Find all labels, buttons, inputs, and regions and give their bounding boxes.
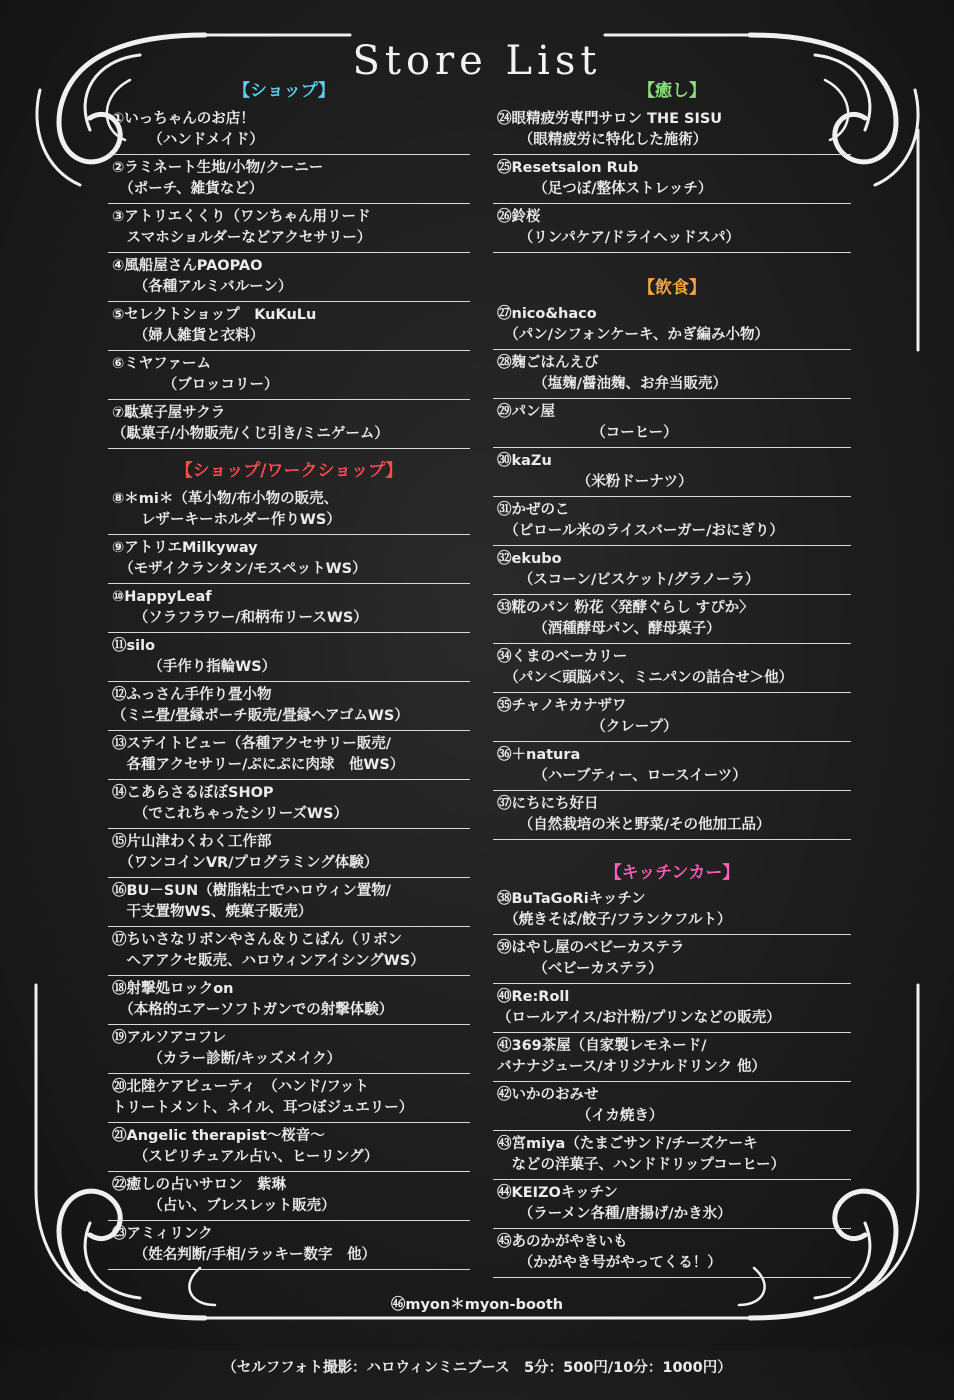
store-item-name: ㊶369茶屋（自家製レモネード/	[497, 1038, 707, 1054]
store-item-detail: （クレープ）	[497, 719, 678, 735]
store-item-name: ⑤セレクトショップ KuKuLu	[112, 307, 317, 323]
store-item-name: ⑯BU－SUN（樹脂粘土でハロウィン置物/	[112, 883, 392, 899]
store-item-name: ㊱＋natura	[497, 747, 581, 763]
store-item-name: ⑧＊mi＊（革小物/布小物の販売、	[112, 491, 339, 507]
page-title: Store List	[352, 38, 602, 84]
store-item-detail: （リンパケア/ドライヘッドスパ）	[497, 230, 740, 246]
store-item	[108, 780, 470, 829]
store-item-detail: （ラーメン各種/唐揚げ/かき氷）	[497, 1206, 732, 1222]
store-item-name: ㉓アミィリンク	[112, 1226, 213, 1242]
store-item-detail: （各種アルミバルーン）	[112, 279, 293, 295]
store-item-detail: （駄菓子/小物販売/くじ引き/ミニゲーム）	[112, 426, 389, 442]
store-item-name: ㊻myon＊myon-booth	[390, 1297, 564, 1313]
store-item-detail: （ベビーカステラ）	[497, 961, 663, 977]
store-item	[108, 682, 470, 731]
healing-list	[493, 106, 851, 253]
store-item-detail: （コーヒー）	[497, 425, 678, 441]
shop-workshop-list	[108, 486, 470, 1270]
store-item-name: ⑳北陸ケアビューティ （ハンド/フット	[112, 1079, 369, 1095]
store-item-name: ㉜ekubo	[497, 551, 562, 567]
store-item-name: ⑭こあらさるぼぼSHOP	[112, 785, 274, 801]
store-item	[108, 486, 470, 535]
store-item-detail: ヘアアクセ販売、ハロウィンアイシングWS）	[112, 953, 425, 969]
store-item	[108, 927, 470, 976]
store-item-name: ⑫ふっさん手作り畳小物	[112, 687, 272, 703]
store-item-detail: （ソラフラワー/和柄布リースWS）	[112, 610, 368, 626]
store-item-detail: （婦人雑貨と衣料）	[112, 328, 265, 344]
store-item-name: ④風船屋さんPAOPAO	[112, 258, 263, 274]
section-heading-shop-ws: 【ショップ/ワークショップ】	[175, 461, 403, 481]
store-item-name: ⑲アルソアコフレ	[112, 1030, 227, 1046]
store-item-detail: レザーキーホルダー作りWS）	[112, 512, 341, 528]
store-item	[493, 935, 851, 984]
store-item	[108, 1025, 470, 1074]
store-item-detail: 各種アクセサリー/ぷにぷに肉球 他WS）	[112, 757, 405, 773]
store-item-detail: （ハンドメイド）	[112, 132, 264, 148]
section-heading-food: 【飲食】	[638, 278, 706, 298]
right-column	[493, 80, 851, 1278]
store-item	[493, 350, 851, 399]
store-item-detail: 干支置物WS、焼菓子販売）	[112, 904, 313, 920]
store-item-detail: バナナジュース/オリジナルドリンク 他）	[497, 1059, 767, 1075]
store-item	[493, 791, 851, 840]
store-item-name: ㉙パン屋	[497, 404, 555, 420]
store-item-name: ⑦駄菓子屋サクラ	[112, 405, 226, 421]
store-item-name: ㉔眼精疲労専門サロン THE SISU	[497, 111, 723, 127]
store-item	[108, 535, 470, 584]
store-item-detail: （姓名判断/手相/ラッキー数字 他）	[112, 1247, 377, 1263]
store-item-detail: （パン＜頭脳パン、ミニパンの詰合せ＞他）	[497, 670, 794, 686]
store-item	[493, 1033, 851, 1082]
store-item-detail: （眼精疲労に特化した施術）	[497, 132, 708, 148]
store-item-name: ㉞くまのベーカリー	[497, 649, 628, 665]
store-item-detail: （イカ焼き）	[497, 1108, 664, 1124]
store-item-46	[0, 1253, 954, 1400]
store-item-detail: （足つぼ/整体ストレッチ）	[497, 181, 713, 197]
store-item-name: ㊷いかのおみせ	[497, 1087, 599, 1103]
shop-list	[108, 106, 470, 449]
store-item	[108, 253, 470, 302]
store-item-detail: （ブロッコリー）	[112, 377, 279, 393]
store-item-detail: （カラー診断/キッズメイク）	[112, 1051, 342, 1067]
store-item-name: ⑩HappyLeaf	[112, 589, 212, 605]
store-item-name: ⑪silo	[112, 638, 156, 654]
store-item	[108, 351, 470, 400]
store-item	[493, 301, 851, 350]
store-item	[493, 448, 851, 497]
store-item	[493, 546, 851, 595]
store-item-detail: （でこれちゃったシリーズWS）	[112, 806, 348, 822]
store-item	[493, 399, 851, 448]
store-item-detail: （焼きそば/餃子/フランクフルト）	[497, 912, 732, 928]
store-item	[108, 731, 470, 780]
kitchen-car-list	[493, 886, 851, 1278]
store-item	[493, 106, 851, 155]
store-item-detail: （ロールアイス/お汁粉/プリンなどの販売）	[497, 1010, 781, 1026]
store-item-name: ㉒癒しの占いサロン 紫琳	[112, 1177, 286, 1193]
store-item-detail: （スコーン/ビスケット/グラノーラ）	[497, 572, 760, 588]
store-item	[108, 400, 470, 449]
store-item	[493, 155, 851, 204]
store-item-name: ②ラミネート生地/小物/クーニー	[112, 160, 324, 176]
section-heading-kitchen-car: 【キッチンカー】	[604, 863, 740, 883]
store-item-detail: （ハーブティー、ロースイーツ）	[497, 768, 747, 784]
store-item-name: ㊺あのかがやきいも	[497, 1234, 628, 1250]
store-item-detail: （モザイクランタン/モスペットWS）	[112, 561, 367, 577]
store-item	[108, 878, 470, 927]
store-item	[108, 976, 470, 1025]
store-item	[108, 155, 470, 204]
store-item-name: ㊳BuTaGoRiキッチン	[497, 891, 646, 907]
food-list	[493, 301, 851, 840]
store-item	[108, 1172, 470, 1221]
store-item-detail: （塩麹/醤油麹、お弁当販売）	[497, 376, 728, 392]
store-item-name: ㉚kaZu	[497, 453, 552, 469]
store-item-detail: （セルフフォト撮影：ハロウィンミニブース 5分：500円/10分：1000円）	[222, 1360, 732, 1376]
store-item-name: ㉑Angelic therapist～桜音～	[112, 1128, 325, 1144]
store-item	[493, 644, 851, 693]
store-item-detail: （米粉ドーナツ）	[497, 474, 693, 490]
store-item	[108, 106, 470, 155]
store-item-name: ㉗nico&haco	[497, 306, 597, 322]
section-heading-shop: 【ショップ】	[233, 81, 335, 101]
store-item-detail: （自然栽培の米と野菜/その他加工品）	[497, 817, 771, 833]
store-item-name: ㊹KEIZOキッチン	[497, 1185, 618, 1201]
store-item-name: ③アトリエくくり（ワンちゃん用リード	[112, 209, 371, 225]
store-item-detail: スマホショルダーなどアクセサリー）	[112, 230, 372, 246]
store-item-name: ㉕Resetsalon Rub	[497, 160, 639, 176]
store-item	[493, 1082, 851, 1131]
store-item	[493, 742, 851, 791]
store-item	[493, 595, 851, 644]
store-item-detail: （手作り指輪WS）	[112, 659, 277, 675]
store-item-name: ⑱射撃処ロックon	[112, 981, 234, 997]
store-item	[493, 1131, 851, 1180]
store-item	[493, 1180, 851, 1229]
store-item	[108, 1123, 470, 1172]
store-item-name: ㊸宮miya（たまごサンド/チーズケーキ	[497, 1136, 758, 1152]
store-item	[493, 886, 851, 935]
store-item-detail: トリートメント、ネイル、耳つぼジュエリー）	[112, 1100, 414, 1116]
store-item-name: ㊵Re:Roll	[497, 989, 570, 1005]
store-item	[108, 204, 470, 253]
store-item	[108, 829, 470, 878]
store-item-name: ㊲にちにち好日	[497, 796, 599, 812]
store-item	[108, 302, 470, 351]
store-item	[493, 204, 851, 253]
store-item-name: ㉛かぜのこ	[497, 502, 570, 518]
store-item-name: ㉘麹ごはんえび	[497, 355, 599, 371]
store-item-detail: （パン/シフォンケーキ、かぎ編み小物）	[497, 327, 769, 343]
section-heading-healing: 【癒し】	[638, 81, 706, 101]
store-item-detail: （本格的エアーソフトガンでの射撃体験）	[112, 1002, 394, 1018]
store-item-detail: （ピロール米のライスバーガー/おにぎり）	[497, 523, 784, 539]
left-column	[108, 80, 470, 1270]
store-item	[108, 633, 470, 682]
store-item-name: ⑮片山津わくわく工作部	[112, 834, 272, 850]
store-item	[108, 584, 470, 633]
store-item-detail: （ミニ畳/畳縁ポーチ販売/畳縁ヘアゴムWS）	[112, 708, 409, 724]
store-item-detail: （ワンコインVR/プログラミング体験）	[112, 855, 379, 871]
store-item-detail: （酒種酵母パン、酵母菓子）	[497, 621, 721, 637]
store-item-name: ⑨アトリエMilkyway	[112, 540, 258, 556]
store-item	[493, 497, 851, 546]
store-item-name: ①いっちゃんのお店！	[112, 111, 255, 127]
store-item-detail: （スピリチュアル占い、ヒーリング）	[112, 1149, 379, 1165]
store-item	[493, 693, 851, 742]
store-item-name: ⑬ステイトビュー（各種アクセサリー販売/	[112, 736, 392, 752]
store-item-name: ㊴はやし屋のベビーカステラ	[497, 940, 685, 956]
store-item-detail: （占い、ブレスレット販売）	[112, 1198, 336, 1214]
store-item-name: ㉝糀のパン 粉花〈発酵ぐらし すぴか〉	[497, 600, 754, 616]
store-item-name: ㉟チャノキカナザワ	[497, 698, 627, 714]
store-item	[108, 1074, 470, 1123]
store-item-name: ⑰ちいさなリボンやさん＆りこぱん（リボン	[112, 932, 402, 948]
store-item-detail: （かがやき号がやってくる！）	[497, 1255, 722, 1271]
store-item-name: ⑥ミヤファーム	[112, 356, 211, 372]
store-item-detail: （ポーチ、雑貨など）	[112, 181, 264, 197]
store-item	[493, 984, 851, 1033]
store-item-detail: などの洋菓子、ハンドドリップコーヒー）	[497, 1157, 786, 1173]
store-item-name: ㉖鈴桜	[497, 209, 541, 225]
